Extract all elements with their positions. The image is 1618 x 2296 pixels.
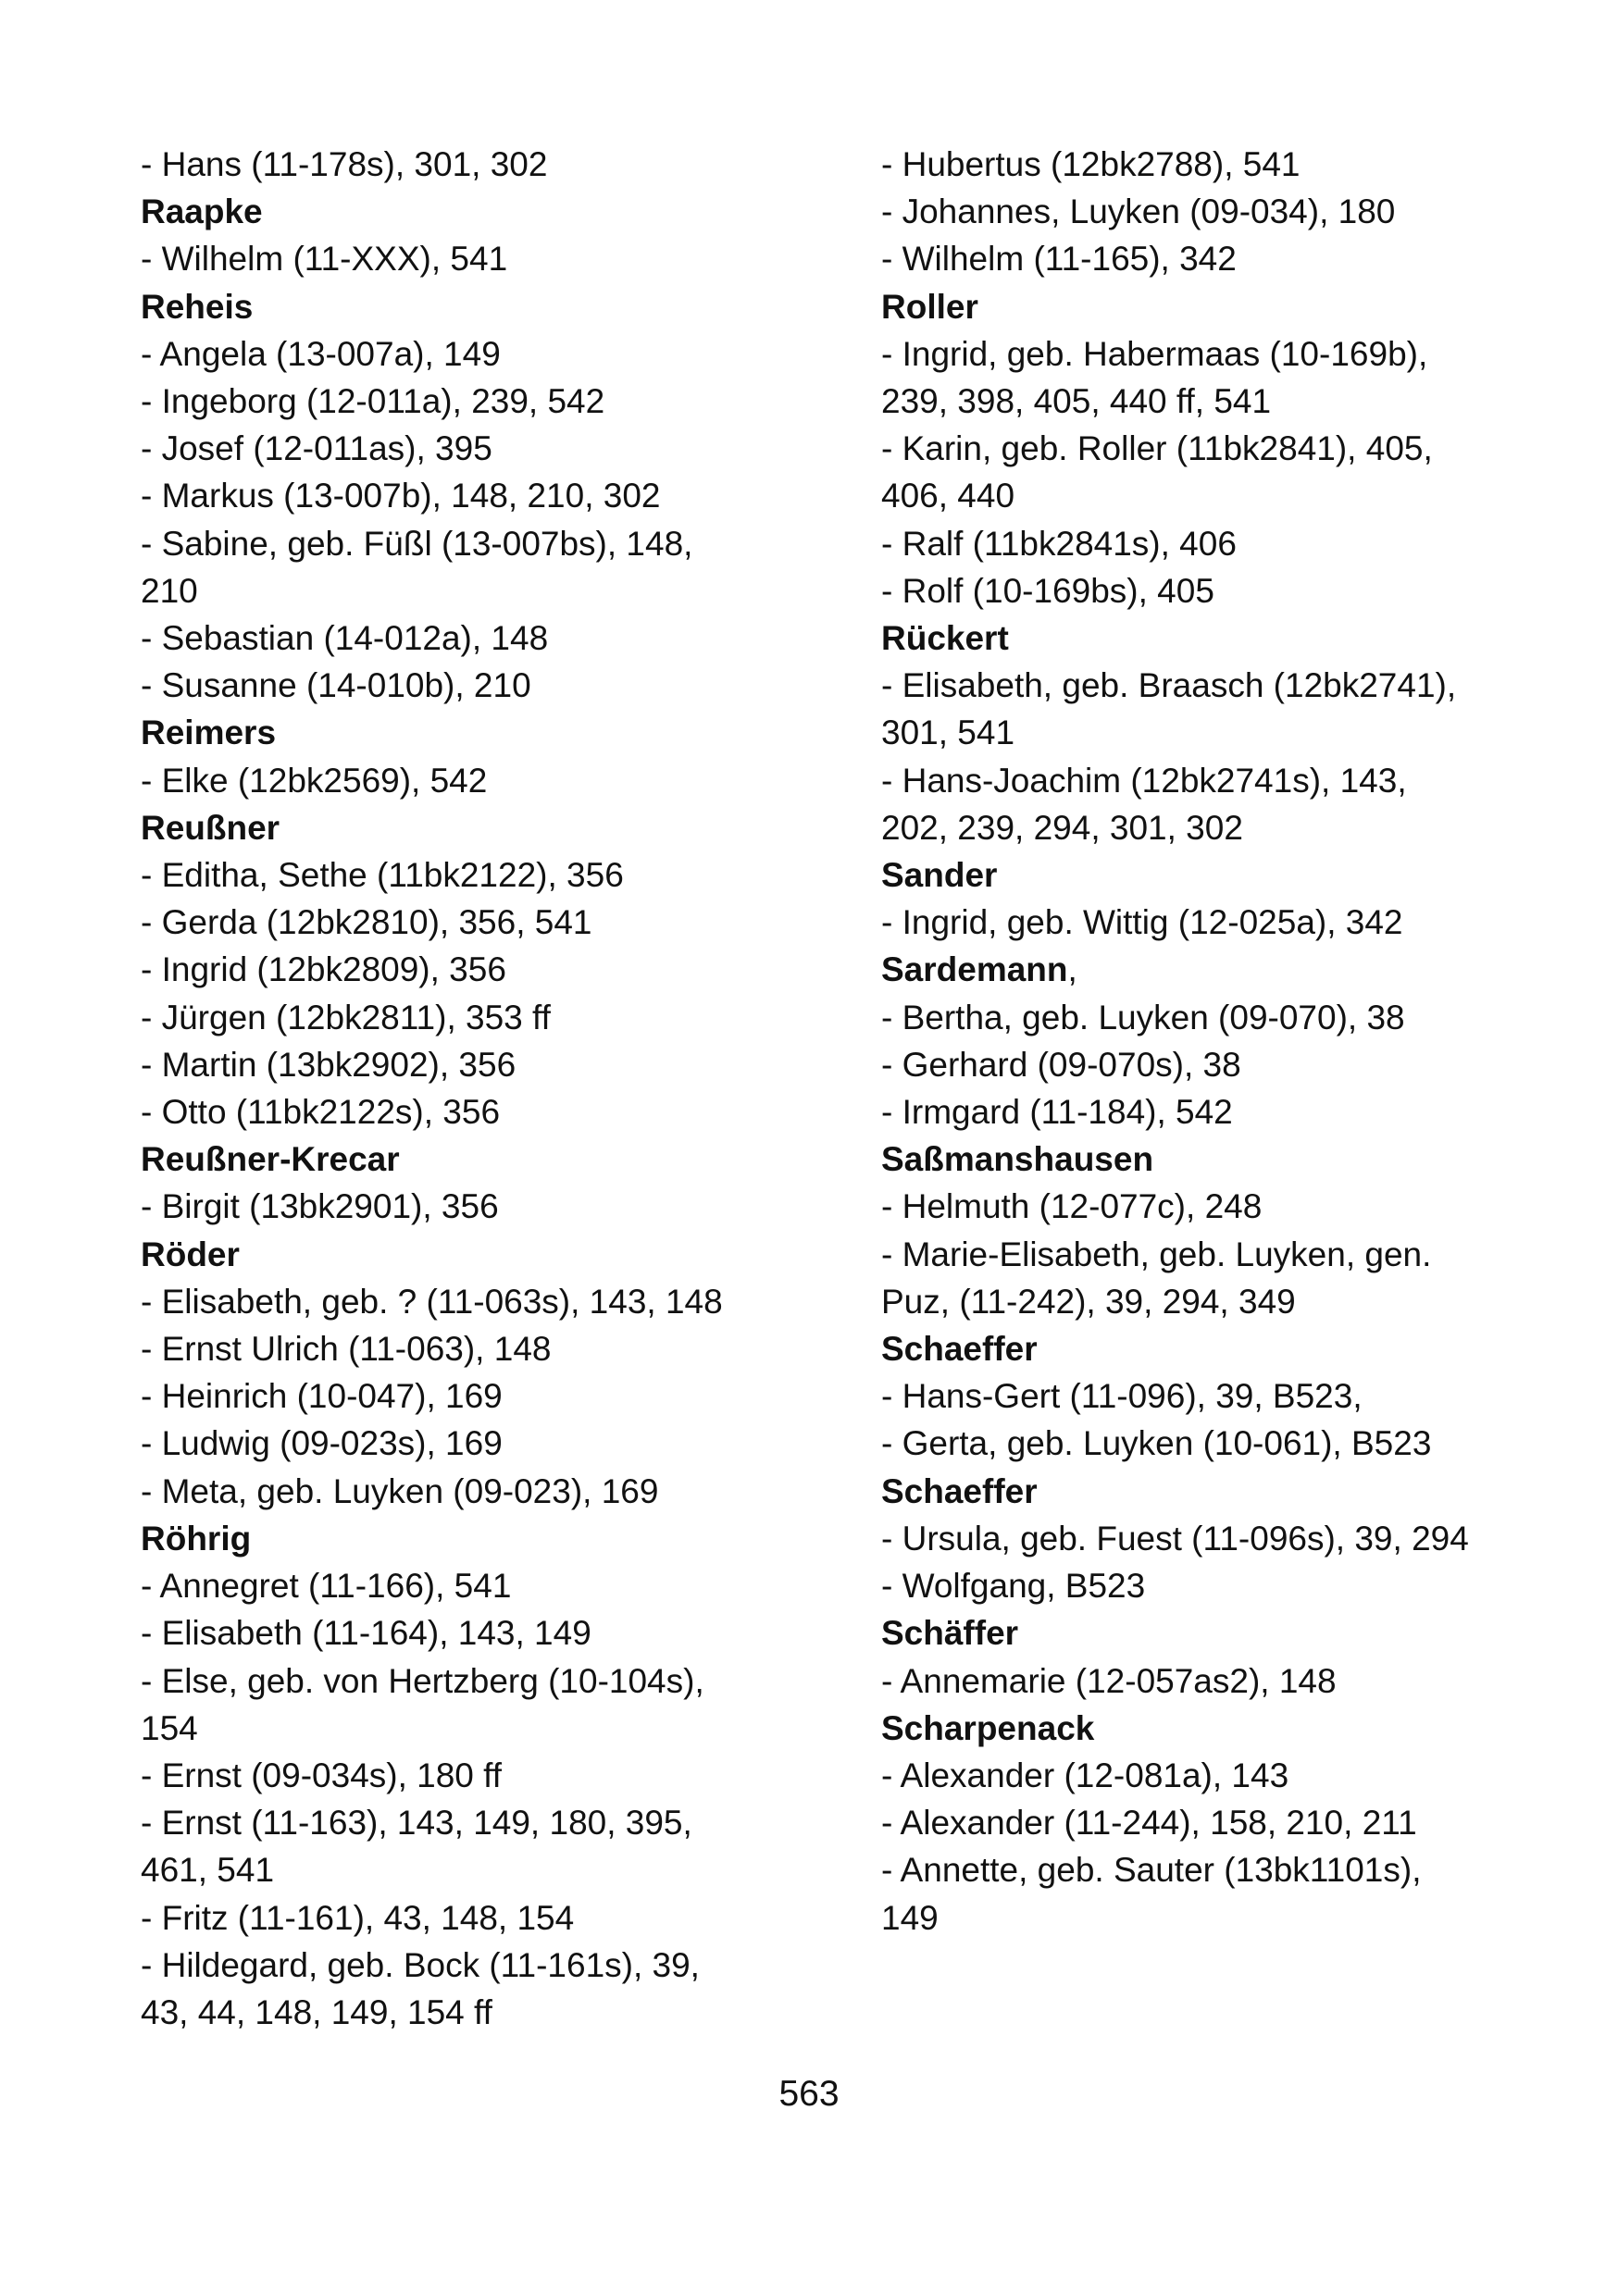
index-entry: 154 <box>141 1708 198 1747</box>
index-surname-heading: Schäffer <box>881 1614 1019 1653</box>
index-entry: - Annegret (11-166), 541 <box>141 1567 512 1606</box>
index-entry: - Ingrid, geb. Wittig (12-025a), 342 <box>881 903 1403 942</box>
index-entry: 239, 398, 405, 440 ff, 541 <box>881 382 1272 421</box>
index-entry: - Annemarie (12-057as2), 148 <box>881 1661 1337 1700</box>
index-entry: - Sabine, geb. Füßl (13-007bs), 148, <box>141 524 693 563</box>
index-surname-heading: Raapke <box>141 192 263 231</box>
index-surname-heading: Schaeffer <box>881 1330 1038 1369</box>
index-entry: - Helmuth (12-077c), 248 <box>881 1187 1263 1226</box>
index-entry: - Susanne (14-010b), 210 <box>141 666 531 705</box>
index-entry: - Hans-Joachim (12bk2741s), 143, <box>881 761 1407 800</box>
index-entry: - Hildegard, geb. Bock (11-161s), 39, <box>141 1945 700 1984</box>
index-entry: - Wilhelm (11-XXX), 541 <box>141 240 508 279</box>
index-entry: - Hubertus (12bk2788), 541 <box>881 145 1301 183</box>
index-entry: - Gerta, geb. Luyken (10-061), B523 <box>881 1424 1432 1463</box>
index-entry: - Markus (13-007b), 148, 210, 302 <box>141 477 661 515</box>
page-number: 563 <box>778 2074 840 2114</box>
index-surname-heading: Reheis <box>141 287 254 326</box>
index-entry: - Else, geb. von Hertzberg (10-104s), <box>141 1661 704 1700</box>
index-entry: - Otto (11bk2122s), 356 <box>141 1093 501 1132</box>
index-entry: 301, 541 <box>881 714 1015 752</box>
index-surname-heading: Reimers <box>141 714 277 752</box>
index-entry: - Angela (13-007a), 149 <box>141 334 501 373</box>
index-surname-heading: Sardemann, <box>881 950 1077 989</box>
index-entry: - Bertha, geb. Luyken (09-070), 38 <box>881 998 1405 1036</box>
index-entry: - Josef (12-011as), 395 <box>141 429 492 468</box>
index-entry: - Elisabeth, geb. ? (11-063s), 143, 148 <box>141 1282 723 1321</box>
index-entry: - Ralf (11bk2841s), 406 <box>881 524 1237 563</box>
index-entry: - Johannes, Luyken (09-034), 180 <box>881 192 1396 231</box>
index-entry: - Martin (13bk2902), 356 <box>141 1045 517 1084</box>
index-entry: - Meta, geb. Luyken (09-023), 169 <box>141 1471 659 1510</box>
index-entry: - Ingeborg (12-011a), 239, 542 <box>141 382 605 421</box>
index-entry: - Ernst Ulrich (11-063), 148 <box>141 1330 552 1369</box>
index-surname-heading: Scharpenack <box>881 1708 1095 1747</box>
index-surname-heading: Saßmanshausen <box>881 1140 1154 1179</box>
index-surname-heading: Schaeffer <box>881 1471 1038 1510</box>
index-entry: - Ernst (09-034s), 180 ff <box>141 1756 503 1794</box>
index-surname-heading: Reußner-Krecar <box>141 1140 400 1179</box>
index-entry: - Ludwig (09-023s), 169 <box>141 1424 503 1463</box>
index-entry: - Ingrid (12bk2809), 356 <box>141 950 506 989</box>
index-entry: - Ernst (11-163), 143, 149, 180, 395, <box>141 1804 692 1843</box>
index-entry: - Wilhelm (11-165), 342 <box>881 240 1237 279</box>
index-entry: - Wolfgang, B523 <box>881 1567 1146 1606</box>
index-surname-heading: Roller <box>881 287 978 326</box>
index-entry: - Irmgard (11-184), 542 <box>881 1093 1233 1132</box>
index-entry: - Rolf (10-169bs), 405 <box>881 571 1214 610</box>
index-entry: - Heinrich (10-047), 169 <box>141 1377 503 1416</box>
index-surname-heading: Sander <box>881 856 998 895</box>
index-entry: 149 <box>881 1898 939 1937</box>
index-entry: - Editha, Sethe (11bk2122), 356 <box>141 856 624 895</box>
index-surname-heading: Reußner <box>141 808 280 847</box>
index-entry: 461, 541 <box>141 1851 275 1890</box>
index-entry: - Fritz (11-161), 43, 148, 154 <box>141 1898 575 1937</box>
index-entry: - Alexander (12-081a), 143 <box>881 1756 1289 1794</box>
index-column-right <box>881 141 1529 1942</box>
index-entry: - Jürgen (12bk2811), 353 ff <box>141 998 551 1036</box>
index-entry: - Karin, geb. Roller (11bk2841), 405, <box>881 429 1433 468</box>
index-entry: - Birgit (13bk2901), 356 <box>141 1187 499 1226</box>
index-entry: - Elisabeth (11-164), 143, 149 <box>141 1614 591 1653</box>
index-entry: - Gerda (12bk2810), 356, 541 <box>141 903 592 942</box>
index-entry: - Marie-Elisabeth, geb. Luyken, gen. <box>881 1235 1432 1273</box>
index-column-left <box>141 141 761 2036</box>
index-entry: 43, 44, 148, 149, 154 ff <box>141 1992 492 2031</box>
index-entry: 210 <box>141 571 198 610</box>
index-entry: Puz, (11-242), 39, 294, 349 <box>881 1282 1296 1321</box>
index-entry: - Hans-Gert (11-096), 39, B523, <box>881 1377 1363 1416</box>
index-entry: 406, 440 <box>881 477 1015 515</box>
index-entry: 202, 239, 294, 301, 302 <box>881 808 1243 847</box>
index-entry: - Ursula, geb. Fuest (11-096s), 39, 294 <box>881 1519 1469 1558</box>
index-entry: - Sebastian (14-012a), 148 <box>141 619 549 658</box>
index-entry: - Hans (11-178s), 301, 302 <box>141 145 548 183</box>
index-surname-heading: Rückert <box>881 619 1009 658</box>
index-entry: - Ingrid, geb. Habermaas (10-169b), <box>881 334 1428 373</box>
index-entry: - Annette, geb. Sauter (13bk1101s), <box>881 1851 1422 1890</box>
index-entry: - Alexander (11-244), 158, 210, 211 <box>881 1804 1417 1843</box>
index-entry: - Elke (12bk2569), 542 <box>141 761 488 800</box>
index-entry: - Gerhard (09-070s), 38 <box>881 1045 1241 1084</box>
index-surname-heading: Röder <box>141 1235 240 1273</box>
index-surname-heading: Röhrig <box>141 1519 252 1558</box>
index-entry: - Elisabeth, geb. Braasch (12bk2741), <box>881 666 1457 705</box>
